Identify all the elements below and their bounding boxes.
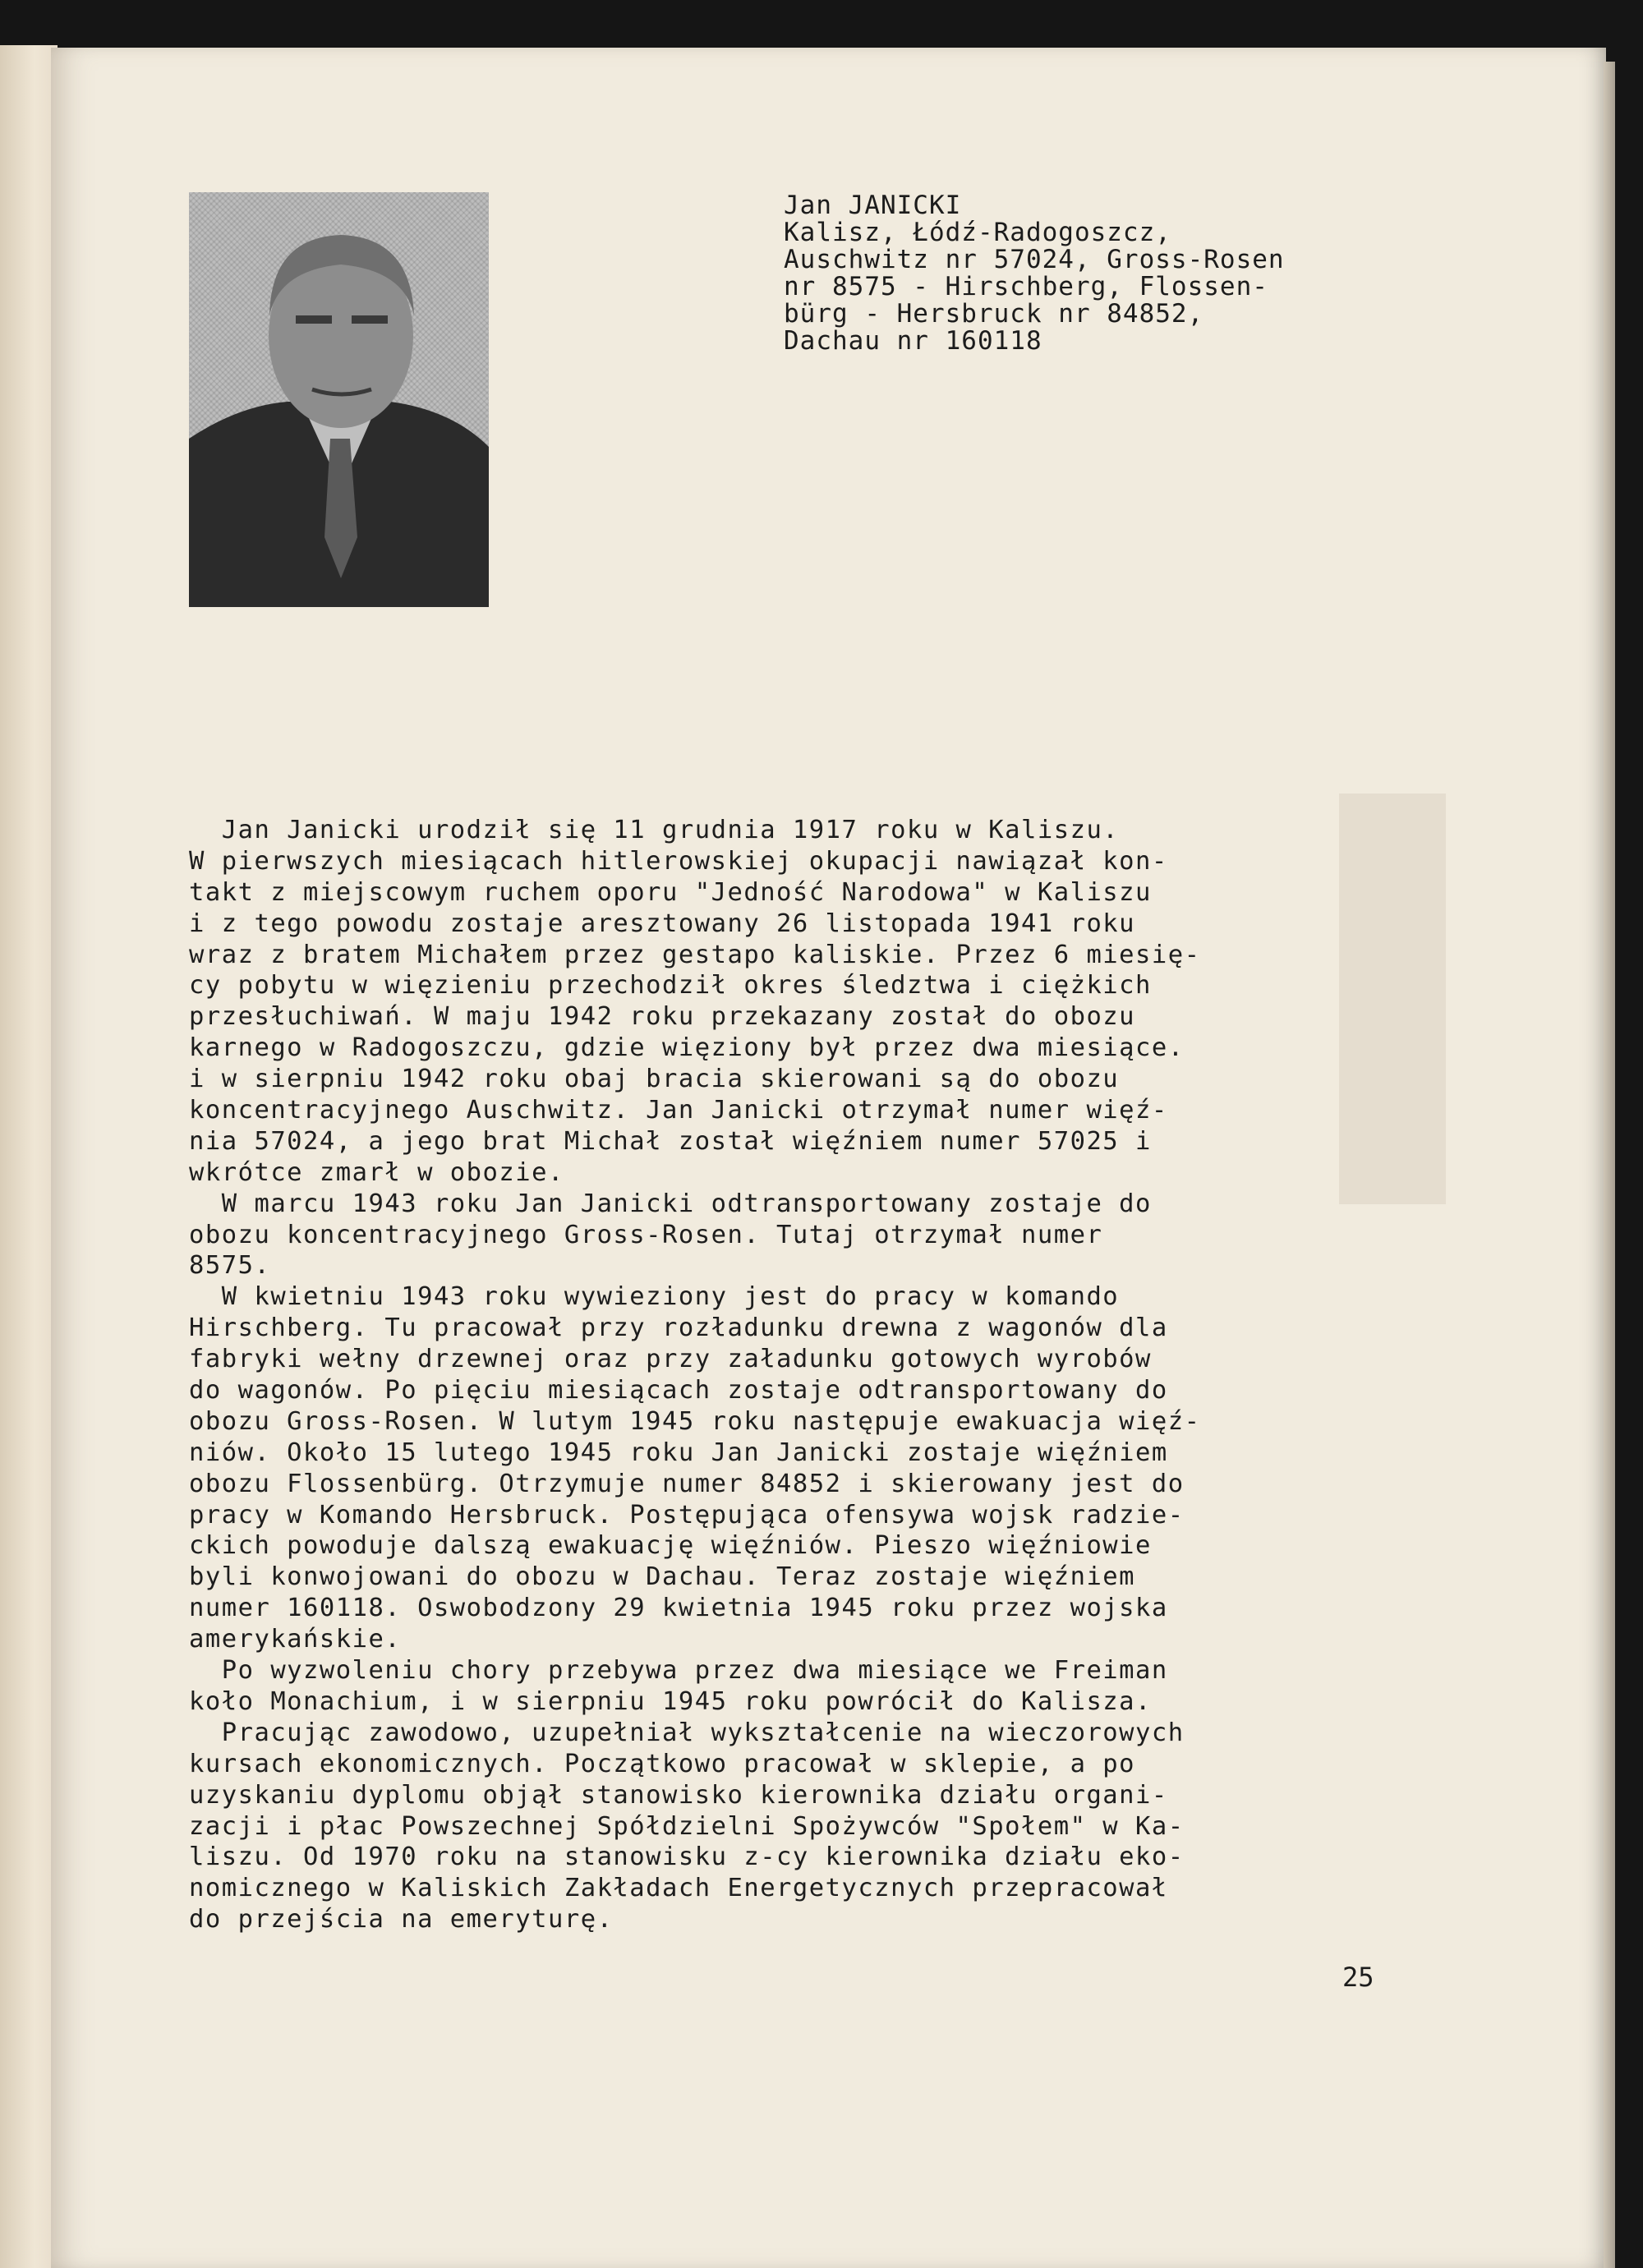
text-line: Jan Janicki urodził się 11 grudnia 1917 roku w Kaliszu. bbox=[189, 816, 1120, 844]
page-stack-edge bbox=[1604, 62, 1615, 2268]
text-line: amerykańskie. bbox=[189, 1625, 402, 1654]
text-line: uzyskaniu dyplomu objął stanowisko kierownika działu organi- bbox=[189, 1780, 1168, 1810]
text-line: obozu Gross-Rosen. W lutym 1945 roku następuje ewakuacja więź- bbox=[189, 1406, 1201, 1436]
text-line: Pracując zawodowo, uzupełniał wykształcenie na wieczorowych bbox=[189, 1718, 1185, 1747]
text-line: wraz z bratem Michałem przez gestapo kaliskie. Przez 6 miesię- bbox=[189, 940, 1201, 969]
text-line: ckich powoduje dalszą ewakuację więźniów. Pieszo więźniowie bbox=[189, 1531, 1152, 1561]
text-line: W kwietniu 1943 roku wywieziony jest do pracy w komando bbox=[189, 1282, 1120, 1312]
biography-text bbox=[189, 815, 1397, 1935]
text-line: do przejścia na emeryturę. bbox=[189, 1905, 614, 1934]
text-line: byli konwojowani do obozu w Dachau. Teraz zostaje więźniem bbox=[189, 1562, 1136, 1592]
text-line: nia 57024, a jego brat Michał został więźniem numer 57025 i bbox=[189, 1126, 1152, 1156]
text-line: Hirschberg. Tu pracował przy rozładunku drewna z wagonów dla bbox=[189, 1313, 1168, 1343]
caption-line: Kalisz, Łódź-Radogoszcz, bbox=[784, 218, 1171, 247]
text-line: i z tego powodu zostaje aresztowany 26 listopada 1941 roku bbox=[189, 909, 1136, 938]
caption-name: Jan JANICKI bbox=[784, 191, 962, 220]
text-line: niów. Około 15 lutego 1945 roku Jan Janicki zostaje więźniem bbox=[189, 1438, 1168, 1467]
portrait-photo bbox=[189, 192, 489, 607]
text-line: pracy w Komando Hersbruck. Postępująca ofensywa wojsk radzie- bbox=[189, 1500, 1185, 1530]
text-line: wkrótce zmarł w obozie. bbox=[189, 1157, 564, 1187]
person-caption bbox=[784, 192, 1408, 355]
text-line: karnego w Radogoszczu, gdzie więziony był przez dwa miesiące. bbox=[189, 1033, 1185, 1063]
text-line: numer 160118. Oswobodzony 29 kwietnia 1945 roku przez wojska bbox=[189, 1594, 1168, 1623]
text-line: koło Monachium, i w sierpniu 1945 roku powrócił do Kalisza. bbox=[189, 1686, 1152, 1716]
text-line: obozu Flossenbürg. Otrzymuje numer 84852 i skierowany jest do bbox=[189, 1469, 1185, 1498]
page-number: 25 bbox=[1342, 1962, 1374, 1993]
text-line: i w sierpniu 1942 roku obaj bracia skierowani są do obozu bbox=[189, 1065, 1120, 1094]
text-line: przesłuchiwań. W maju 1942 roku przekazany został do obozu bbox=[189, 1002, 1136, 1032]
text-line: Po wyzwoleniu chory przebywa przez dwa miesiące we Freiman bbox=[189, 1656, 1168, 1686]
text-line: W pierwszych miesiącach hitlerowskiej okupacji nawiązał kon- bbox=[189, 846, 1168, 876]
text-line: zacji i płac Powszechnej Spółdzielni Spożywców "Społem" w Ka- bbox=[189, 1811, 1185, 1841]
text-line: takt z miejscowym ruchem oporu "Jedność Narodowa" w Kaliszu bbox=[189, 877, 1152, 907]
text-line: obozu koncentracyjnego Gross-Rosen. Tutaj otrzymał numer bbox=[189, 1220, 1103, 1249]
text-line: do wagonów. Po pięciu miesiącach zostaje odtransportowany do bbox=[189, 1376, 1168, 1405]
caption-line: Dachau nr 160118 bbox=[784, 326, 1042, 356]
portrait-figure bbox=[189, 192, 489, 607]
text-line: 8575. bbox=[189, 1251, 271, 1281]
text-line: fabryki wełny drzewnej oraz przy załadunku gotowych wyrobów bbox=[189, 1345, 1152, 1374]
caption-line: nr 8575 - Hirschberg, Flossen- bbox=[784, 272, 1268, 301]
caption-line: Auschwitz nr 57024, Gross-Rosen bbox=[784, 245, 1285, 274]
text-line: koncentracyjnego Auschwitz. Jan Janicki otrzymał numer więź- bbox=[189, 1096, 1168, 1125]
text-line: liszu. Od 1970 roku na stanowisku z-cy kierownika działu eko- bbox=[189, 1842, 1185, 1872]
text-line: nomicznego w Kaliskich Zakładach Energetycznych przepracował bbox=[189, 1874, 1168, 1903]
text-line: W marcu 1943 roku Jan Janicki odtransportowany zostaje do bbox=[189, 1189, 1152, 1218]
text-line: cy pobytu w więzieniu przechodził okres śledztwa i ciężkich bbox=[189, 971, 1152, 1001]
text-line: kursach ekonomicznych. Początkowo pracował w sklepie, a po bbox=[189, 1749, 1136, 1778]
left-page-edge bbox=[0, 45, 58, 2268]
caption-line: bürg - Hersbruck nr 84852, bbox=[784, 299, 1204, 329]
